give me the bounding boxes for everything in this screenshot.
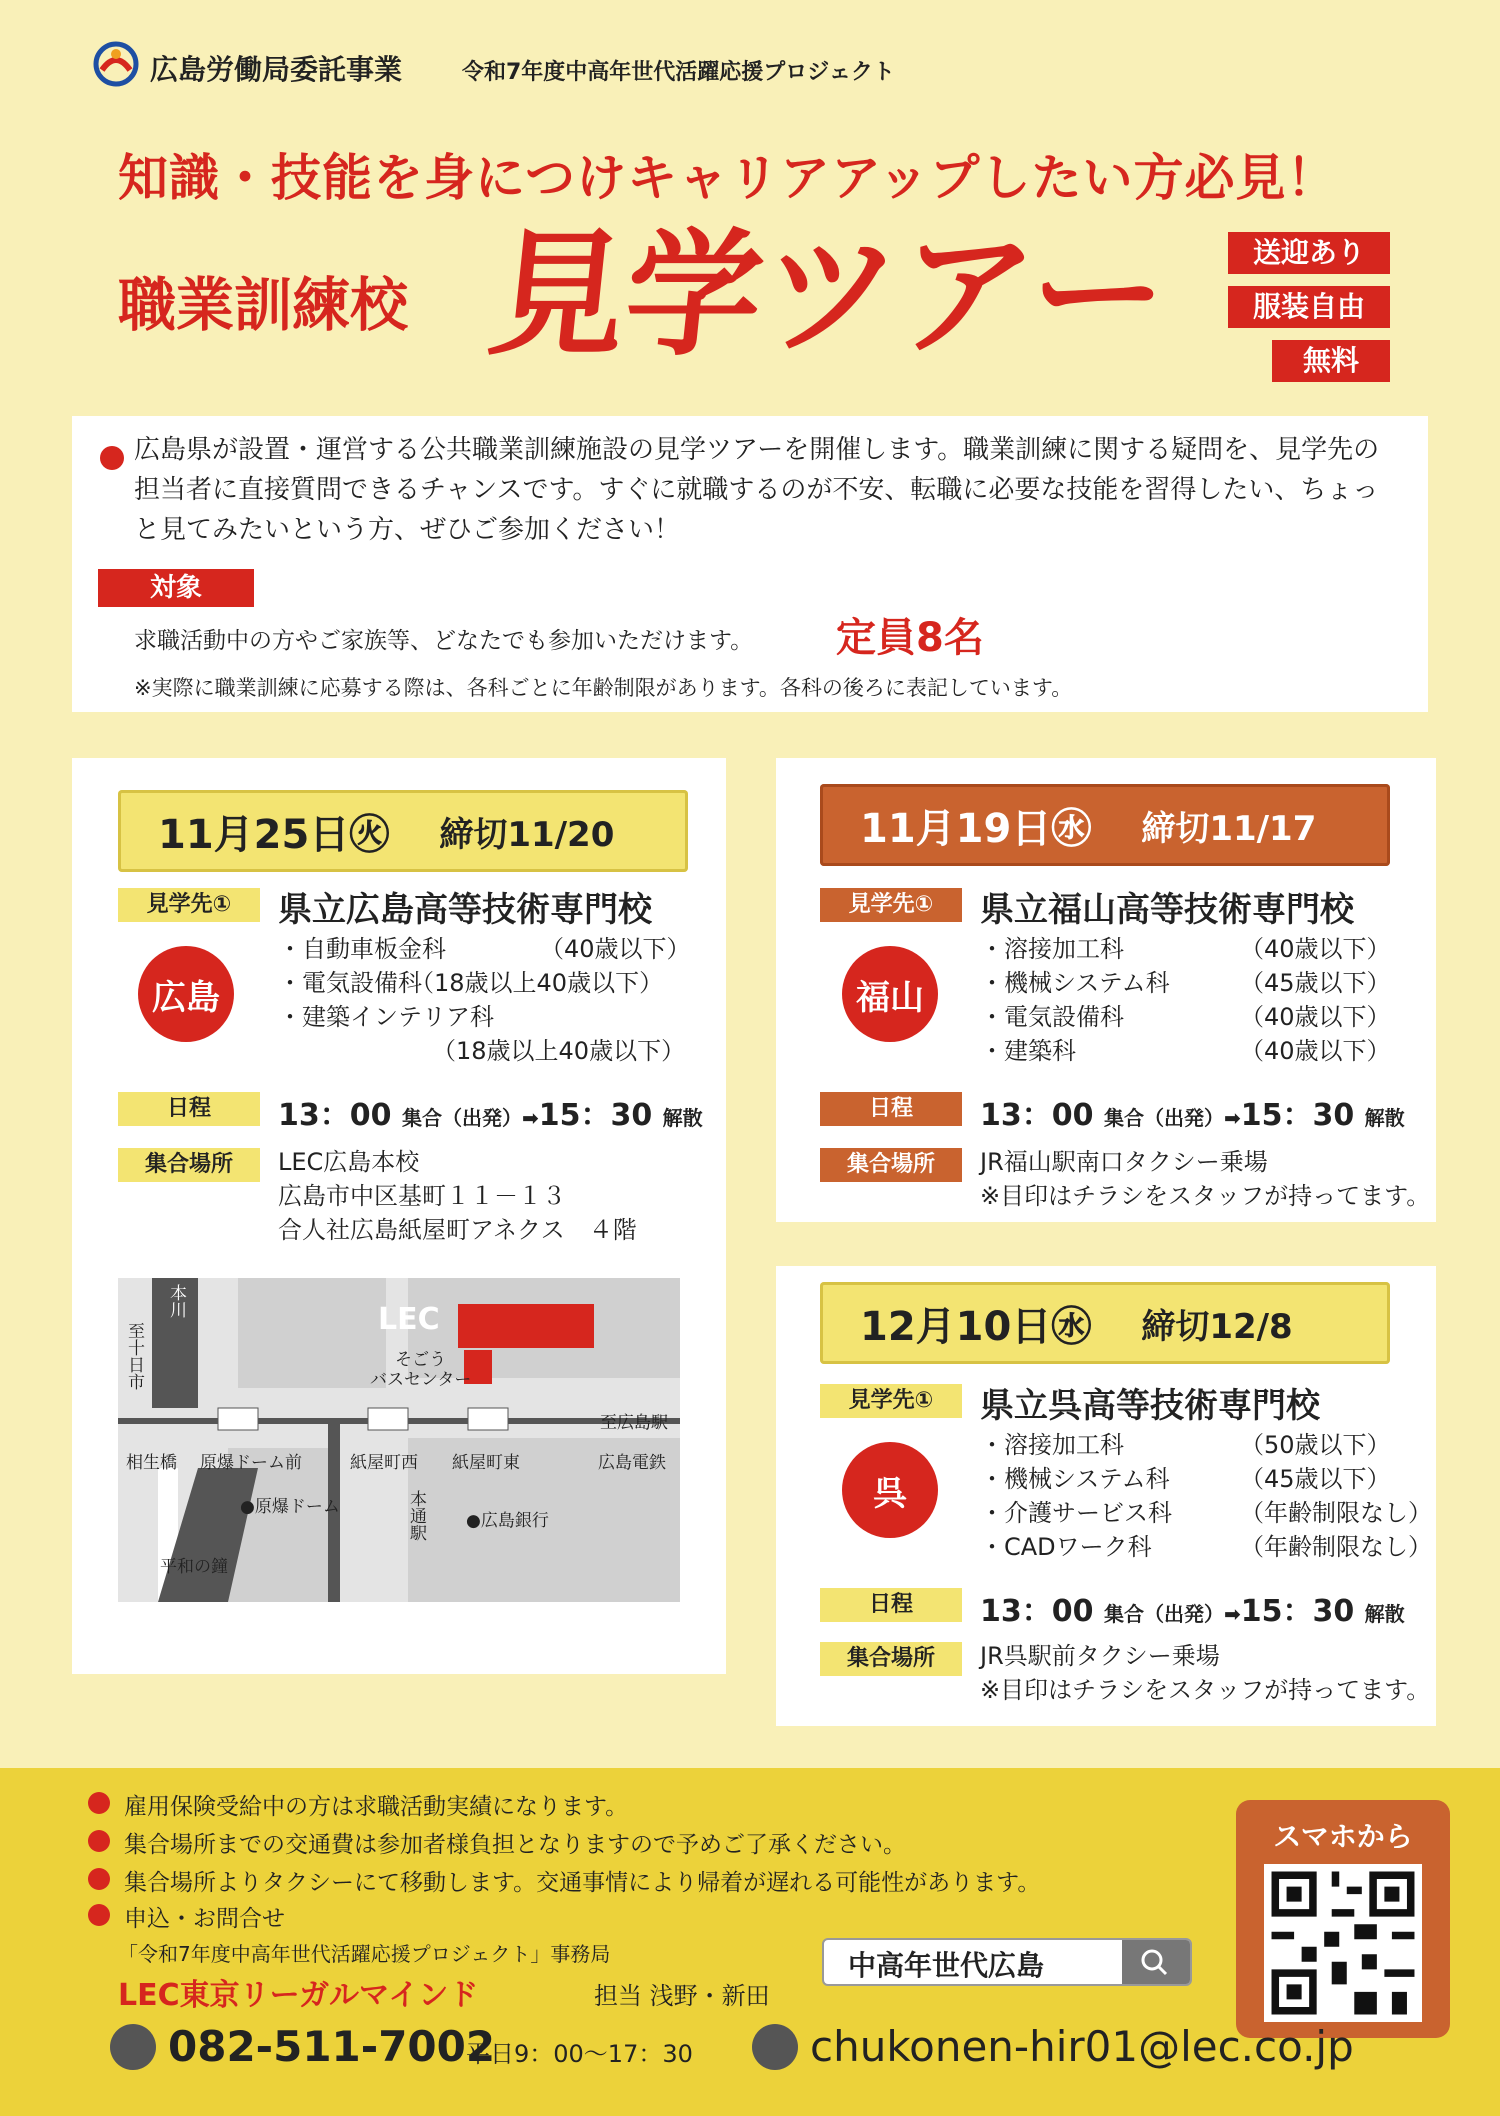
school-name: 県立広島高等技術専門校 bbox=[278, 890, 652, 930]
bullet-icon bbox=[88, 1868, 110, 1890]
course-name: ・介護サービス科 bbox=[980, 1499, 1172, 1527]
visit-label: 見学先① bbox=[820, 888, 962, 922]
course-name: ・溶接加工科 bbox=[980, 935, 1124, 963]
header-org: 広島労働局委託事業 bbox=[150, 53, 403, 86]
course-name: ・電気設備科 bbox=[278, 969, 422, 997]
course-age: （40歳以下） bbox=[540, 935, 691, 963]
capacity: 定員8名 bbox=[836, 615, 984, 661]
tour-date: 12月10日㊌ bbox=[860, 1303, 1092, 1350]
course-age: （40歳以下） bbox=[1240, 1037, 1391, 1065]
bullet-icon bbox=[88, 1904, 110, 1926]
tour-deadline: 締切12/8 bbox=[1141, 1306, 1293, 1347]
course-name: ・機械システム科 bbox=[980, 969, 1170, 997]
meeting-place: ※目印はチラシをスタッフが持ってます。 bbox=[980, 1676, 1431, 1704]
map-stop: 紙屋町西 bbox=[350, 1453, 418, 1473]
map-stop: 原爆ドーム前 bbox=[200, 1453, 302, 1473]
tag-pickup: 送迎あり bbox=[1228, 232, 1390, 274]
tour-banner bbox=[118, 790, 688, 872]
tour-date: 11月19日㊌ bbox=[860, 805, 1092, 852]
search-button[interactable] bbox=[1122, 1940, 1190, 1984]
map-river-label: 本川 bbox=[166, 1284, 186, 1318]
office-hours: 平日9：00～17：30 bbox=[466, 2040, 693, 2068]
schedule-label: 日程 bbox=[820, 1092, 962, 1126]
course-name: ・機械システム科 bbox=[980, 1465, 1170, 1493]
map-bell-label: 平和の鐘 bbox=[160, 1557, 228, 1577]
course-age: （18歳以上40歳以下） bbox=[410, 969, 664, 997]
tour-banner bbox=[820, 784, 1390, 866]
meeting-place-label: 集合場所 bbox=[118, 1148, 260, 1182]
tour-deadline: 締切11/17 bbox=[1141, 808, 1317, 849]
meeting-place-label: 集合場所 bbox=[820, 1642, 962, 1676]
map-stop: 広島電鉄 bbox=[598, 1453, 666, 1473]
catch-copy: 知識・技能を身につけキャリアアップしたい方必見！ bbox=[118, 149, 1338, 207]
phone-number[interactable]: 082-511-7002 bbox=[168, 2022, 496, 2071]
mail-icon bbox=[752, 2024, 798, 2070]
map-dome-label: ●原爆ドーム bbox=[240, 1497, 340, 1517]
map-lec-label: LEC bbox=[378, 1302, 440, 1337]
meeting-place: 合人社広島紙屋町アネクス ４階 bbox=[278, 1216, 637, 1244]
qr-code-icon[interactable] bbox=[1264, 1864, 1422, 2022]
meeting-place: LEC広島本校 bbox=[278, 1148, 420, 1176]
city-badge: 福山 bbox=[842, 946, 938, 1042]
tour-date: 11月25日㊋ bbox=[158, 811, 390, 858]
city-badge: 広島 bbox=[138, 946, 234, 1042]
course-name: ・CADワーク科 bbox=[980, 1533, 1152, 1561]
schedule-label: 日程 bbox=[820, 1588, 962, 1622]
tour-deadline: 締切11/20 bbox=[439, 814, 615, 855]
schedule-label: 日程 bbox=[118, 1092, 260, 1126]
meeting-place: JR呉駅前タクシー乗場 bbox=[980, 1642, 1220, 1670]
header-project: 令和7年度中高年世代活躍応援プロジェクト bbox=[462, 60, 895, 85]
meeting-place-label: 集合場所 bbox=[820, 1148, 962, 1182]
note-line: 集合場所までの交通費は参加者様負担となりますので予めご了承ください。 bbox=[124, 1832, 906, 1858]
tour-banner bbox=[820, 1282, 1390, 1364]
note-line: 集合場所よりタクシーにて移動します。交通事情により帰着が遅れる可能性があります。 bbox=[124, 1870, 1041, 1896]
map-to-station: 至広島駅 bbox=[600, 1413, 668, 1433]
target-text: 求職活動中の方やご家族等、どなたでも参加いただけます。 bbox=[134, 628, 754, 654]
schedule: 13：00 集合（出発）➡15：30 解散 bbox=[278, 1098, 703, 1133]
course-age: （45歳以下） bbox=[1240, 969, 1391, 997]
bullet-icon bbox=[88, 1830, 110, 1852]
company-logo: LEC東京リーガルマインド bbox=[118, 1978, 479, 2013]
course-name: ・建築科 bbox=[980, 1037, 1076, 1065]
mhlw-logo-icon bbox=[92, 40, 140, 88]
course-age: （45歳以下） bbox=[1240, 1465, 1391, 1493]
visit-label: 見学先① bbox=[118, 888, 260, 922]
intro-text: 広島県が設置・運営する公共職業訓練施設の見学ツアーを開催します。職業訓練に関する疑問を、見学先の担当者に直接質問できるチャンスです。すぐに就職するのが不安、転職に必要な技能を習得したい、ちょっと見てみたいという方、ぜひご参加ください！ bbox=[134, 435, 1380, 545]
course-age: （40歳以下） bbox=[1240, 935, 1391, 963]
school-name: 県立呉高等技術専門校 bbox=[980, 1386, 1320, 1426]
map-stop: 紙屋町東 bbox=[452, 1453, 520, 1473]
qr-title: スマホから bbox=[1273, 1820, 1413, 1853]
schedule: 13：00 集合（出発）➡15：30 解散 bbox=[980, 1594, 1405, 1629]
course-name: ・自動車板金科 bbox=[278, 935, 446, 963]
city-badge: 呉 bbox=[842, 1442, 938, 1538]
course-age: （40歳以下） bbox=[1240, 1003, 1391, 1031]
contact-person: 担当 浅野・新田 bbox=[594, 1982, 770, 2010]
note-line: 雇用保険受給中の方は求職活動実績になります。 bbox=[124, 1794, 629, 1820]
map-jutoichi-label: 至十日市 bbox=[124, 1322, 144, 1390]
course-name: ・電気設備科 bbox=[980, 1003, 1124, 1031]
bullet-icon bbox=[88, 1792, 110, 1814]
course-name: ・溶接加工科 bbox=[980, 1431, 1124, 1459]
tag-free: 無料 bbox=[1272, 340, 1390, 382]
title-small: 職業訓練校 bbox=[118, 271, 409, 339]
schedule: 13：00 集合（出発）➡15：30 解散 bbox=[980, 1098, 1405, 1133]
visit-label: 見学先① bbox=[820, 1384, 962, 1418]
meeting-place: JR福山駅南口タクシー乗場 bbox=[980, 1148, 1268, 1176]
email-address[interactable]: chukonen-hir01@lec.co.jp bbox=[810, 2022, 1354, 2071]
tag-dress: 服装自由 bbox=[1228, 286, 1390, 328]
course-age: （年齢制限なし） bbox=[1240, 1499, 1432, 1527]
course-age: （50歳以下） bbox=[1240, 1431, 1391, 1459]
meeting-place: ※目印はチラシをスタッフが持ってます。 bbox=[980, 1182, 1431, 1210]
course-age: （年齢制限なし） bbox=[1240, 1533, 1432, 1561]
map-hondori-label: 本通駅 bbox=[406, 1490, 426, 1541]
note-line: 申込・お問合せ bbox=[124, 1906, 285, 1932]
course-name: ・建築インテリア科 bbox=[278, 1003, 494, 1031]
school-name: 県立福山高等技術専門校 bbox=[980, 890, 1354, 930]
office-name: 「令和7年度中高年世代活躍応援プロジェクト」事務局 bbox=[118, 1942, 611, 1966]
map-bank-label: ●広島銀行 bbox=[466, 1511, 549, 1531]
map-sogo-label: そごう バスセンター bbox=[370, 1350, 472, 1390]
phone-icon bbox=[110, 2024, 156, 2070]
meeting-place: 広島市中区基町１１－１３ bbox=[278, 1182, 566, 1210]
bullet-icon bbox=[100, 446, 124, 470]
search-text: 中高年世代広島 bbox=[848, 1949, 1045, 1982]
age-note: ※実際に職業訓練に応募する際は、各科ごとに年齢制限があります。各科の後ろに表記しています。 bbox=[134, 676, 1073, 700]
target-label: 対象 bbox=[98, 569, 254, 607]
search-icon bbox=[1122, 1940, 1190, 1984]
map-stop: 相生橋 bbox=[126, 1453, 177, 1473]
title-big: 見学ツアー bbox=[481, 217, 1175, 375]
course-age: （18歳以上40歳以下） bbox=[432, 1037, 686, 1065]
